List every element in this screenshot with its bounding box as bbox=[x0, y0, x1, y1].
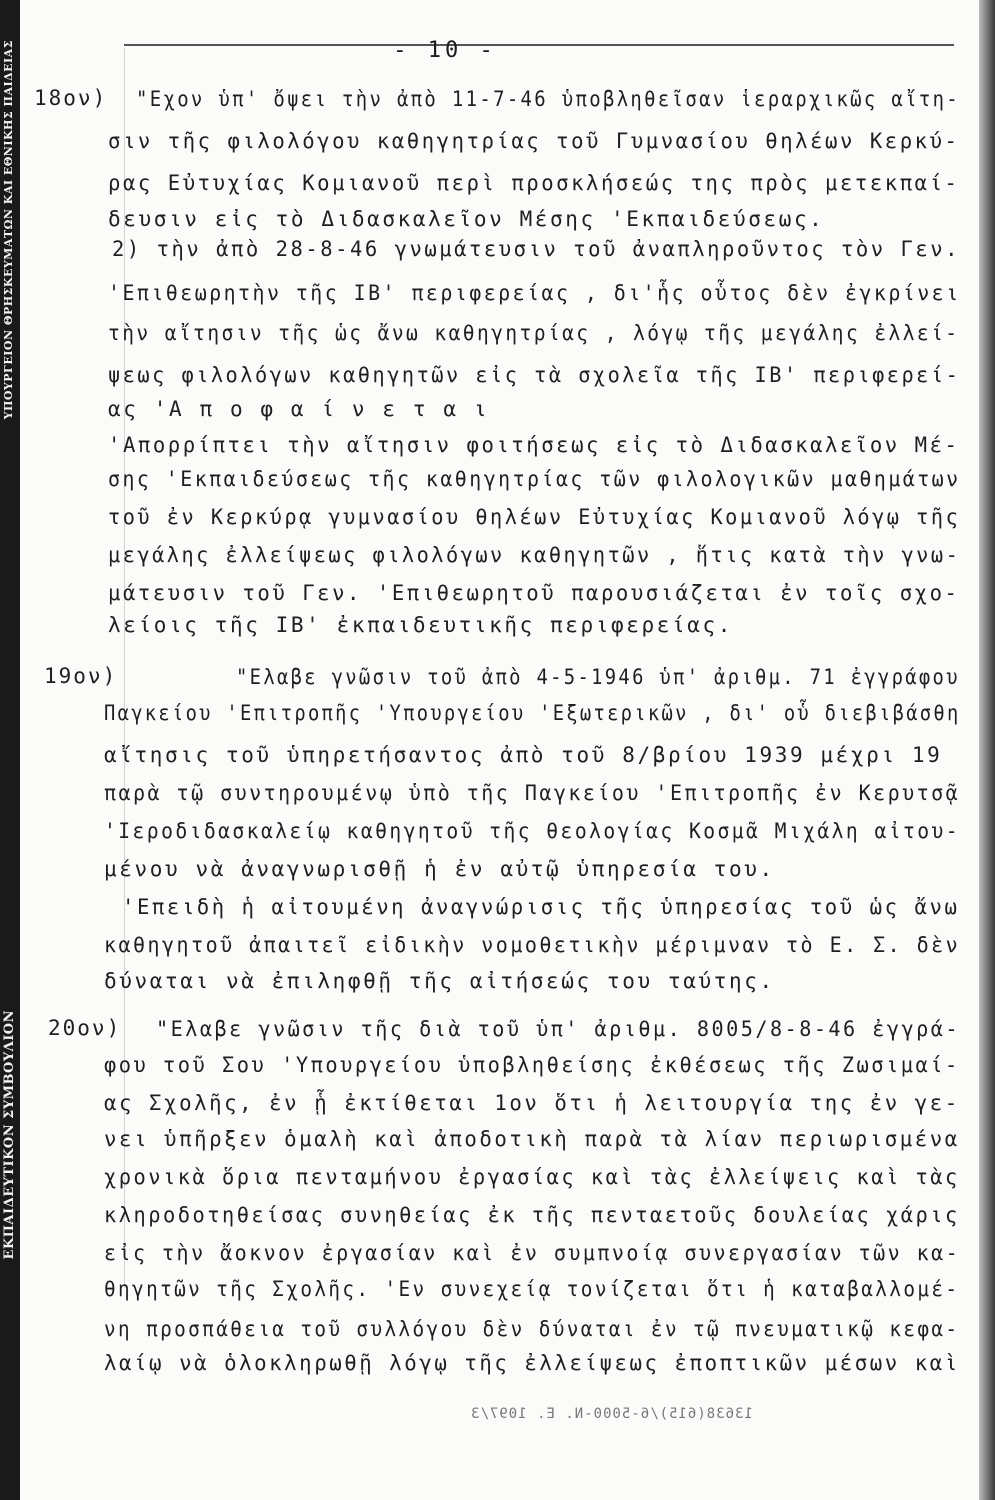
text-line: μένου νὰ ἀναγνωρισθῇ ἡ ἐν αὐτῷ ὑπηρεσία του. bbox=[104, 857, 775, 881]
council-stamp: ΕΚΠΑΙΔΕΥΤΙΚΟΝ ΣΥΜΒΟΥΛΙΟΝ bbox=[2, 1010, 17, 1260]
text-line: δευσιν εἰς τὸ Διδασκαλεῖον Μέσης 'Εκπαιδεύσεως. bbox=[108, 207, 825, 231]
text-line: 2) τὴν ἀπὸ 28-8-46 γνωμάτευσιν τοῦ ἀναπληροῦντος τὸν Γεν. bbox=[112, 237, 961, 261]
text-line: τὴν αἴτησιν τῆς ὡς ἄνω καθηγητρίας , λόγῳ τῆς μεγάλης ἐλλεί- bbox=[108, 321, 960, 345]
text-line: μεγάλης ἐλλείψεως φιλολόγων καθηγητῶν , ἥτις κατὰ τὴν γνω- bbox=[108, 543, 961, 567]
text-line: "Ελαβε γνῶσιν τῆς διὰ τοῦ ὑπ' ἀριθμ. 8005/8-8-46 ἐγγρά- bbox=[156, 1017, 961, 1041]
text-line: 'Απορρίπτει τὴν αἴτησιν φοιτήσεως εἰς τὸ Διδασκαλεῖον Μέ- bbox=[108, 433, 960, 457]
text-line: δύναται νὰ ἐπιληφθῇ τῆς αἰτήσεώς του ταύτης. bbox=[104, 969, 775, 993]
text-line: νη προσπάθεια τοῦ συλλόγου δὲν δύναται ἐν τῷ πνευματικῷ κεφα- bbox=[104, 1317, 960, 1341]
text-line: καθηγητοῦ ἀπαιτεῖ εἰδικὴν νομοθετικὴν μέριμναν τὸ Ε. Σ. δὲν bbox=[104, 933, 961, 957]
section-marker-19: 19ον) bbox=[44, 664, 118, 688]
text-line: 'Ιεροδιδασκαλείῳ καθηγητοῦ τῆς θεολογίας Κοσμᾶ Μιχάλη αἰτου- bbox=[104, 819, 961, 843]
text-line: αἴτησις τοῦ ὑπηρετήσαντος ἀπὸ τοῦ 8/βρίου 1939 μέχρι 19 bbox=[104, 743, 943, 767]
section-marker-20: 20ον) bbox=[48, 1016, 122, 1040]
ministry-stamp: ΥΠΟΥΡΓΕΙΟΝ ΘΡΗΣΚΕΥΜΑΤΩΝ ΚΑΙ ΕΘΝΙΚΗΣ ΠΑΙΔΕΙΑΣ bbox=[2, 40, 15, 420]
text-line: λαίῳ νὰ ὁλοκληρωθῇ λόγῳ τῆς ἐλλείψεως ἐποπτικῶν μέσων καὶ bbox=[104, 1351, 960, 1375]
binding-edge-right bbox=[979, 0, 995, 1500]
text-line: Παγκείου 'Επιτροπῆς 'Υπουργείου 'Εξωτερικῶν , δι' οὗ διεβιβάσθη bbox=[104, 701, 961, 725]
text-line: νει ὑπῆρξεν ὁμαλὴ καὶ ἀποδοτικὴ παρὰ τὰ λίαν περιωρισμένα bbox=[104, 1127, 960, 1151]
text-line: ας Σχολῆς, ἐν ᾗ ἐκτίθεται 1ον ὅτι ἡ λειτουργία της ἐν γε- bbox=[104, 1091, 960, 1115]
text-line: "Ελαβε γνῶσιν τοῦ ἀπὸ 4-5-1946 ὑπ' ἀριθμ. 71 ἐγγράφου bbox=[236, 665, 960, 689]
print-footer: 13638(615)/6-5000-Ν. Ε. 1097/3 bbox=[470, 1406, 753, 1422]
text-line: ας 'Α π ο φ α ί ν ε τ α ι bbox=[108, 397, 490, 421]
text-line: σιν τῆς φιλολόγου καθηγητρίας τοῦ Γυμνασίου θηλέων Κερκύ- bbox=[108, 129, 960, 153]
text-line: σης 'Εκπαιδεύσεως τῆς καθηγητρίας τῶν φιλολογικῶν μαθημάτων bbox=[108, 467, 961, 491]
text-line: 'Επειδὴ ἡ αἰτουμένη ἀναγνώρισις τῆς ὑπηρεσίας τοῦ ὡς ἄνω bbox=[122, 895, 960, 919]
text-line: ρας Εὐτυχίας Κομιανοῦ περὶ προσκλήσεώς της πρὸς μετεκπαί- bbox=[108, 171, 960, 195]
text-line: εἰς τὴν ἄοκνον ἐργασίαν καὶ ἐν συμπνοίᾳ συνεργασίαν τῶν κα- bbox=[104, 1241, 961, 1265]
text-line: ψεως φιλολόγων καθηγητῶν εἰς τὰ σχολεῖα τῆς ΙΒ' περιφερεί- bbox=[108, 363, 961, 387]
text-line: τοῦ ἐν Κερκύρᾳ γυμνασίου θηλέων Εὐτυχίας Κομιανοῦ λόγῳ τῆς bbox=[108, 505, 961, 529]
text-line: φου τοῦ Σου 'Υπουργείου ὑποβληθείσης ἐκθέσεως τῆς Ζωσιμαί- bbox=[104, 1053, 960, 1077]
text-line: κληροδοτηθείσας συνηθείας ἐκ τῆς πενταετοῦς δουλείας χάρις bbox=[104, 1203, 960, 1227]
section-marker-18: 18ον) bbox=[34, 86, 108, 110]
text-line: λείοις τῆς ΙΒ' ἐκπαιδευτικῆς περιφερείας. bbox=[108, 613, 733, 637]
text-line: χρονικὰ ὅρια πενταμήνου ἐργασίας καὶ τὰς ἐλλείψεις καὶ τὰς bbox=[104, 1165, 960, 1189]
text-line: παρὰ τῷ συντηρουμένῳ ὑπὸ τῆς Παγκείου 'Επιτροπῆς ἐν Κερυτσᾷ bbox=[104, 781, 961, 805]
text-line: μάτευσιν τοῦ Γεν. 'Επιθεωρητοῦ παρουσιάζεται ἐν τοῖς σχο- bbox=[108, 581, 960, 605]
text-line: "Εχον ὑπ' ὄψει τὴν ἀπὸ 11-7-46 ὑποβληθεῖσαν ἱεραρχικῶς αἴτη- bbox=[136, 87, 961, 111]
text-line: 'Επιθεωρητὴν τῆς ΙΒ' περιφερείας , δι'ἧς οὗτος δὲν ἐγκρίνει bbox=[108, 281, 961, 305]
text-line: θηγητῶν τῆς Σχολῆς. 'Εν συνεχείᾳ τονίζεται ὅτι ἡ καταβαλλομέ- bbox=[104, 1277, 960, 1301]
page-number: - 10 - bbox=[393, 38, 497, 63]
